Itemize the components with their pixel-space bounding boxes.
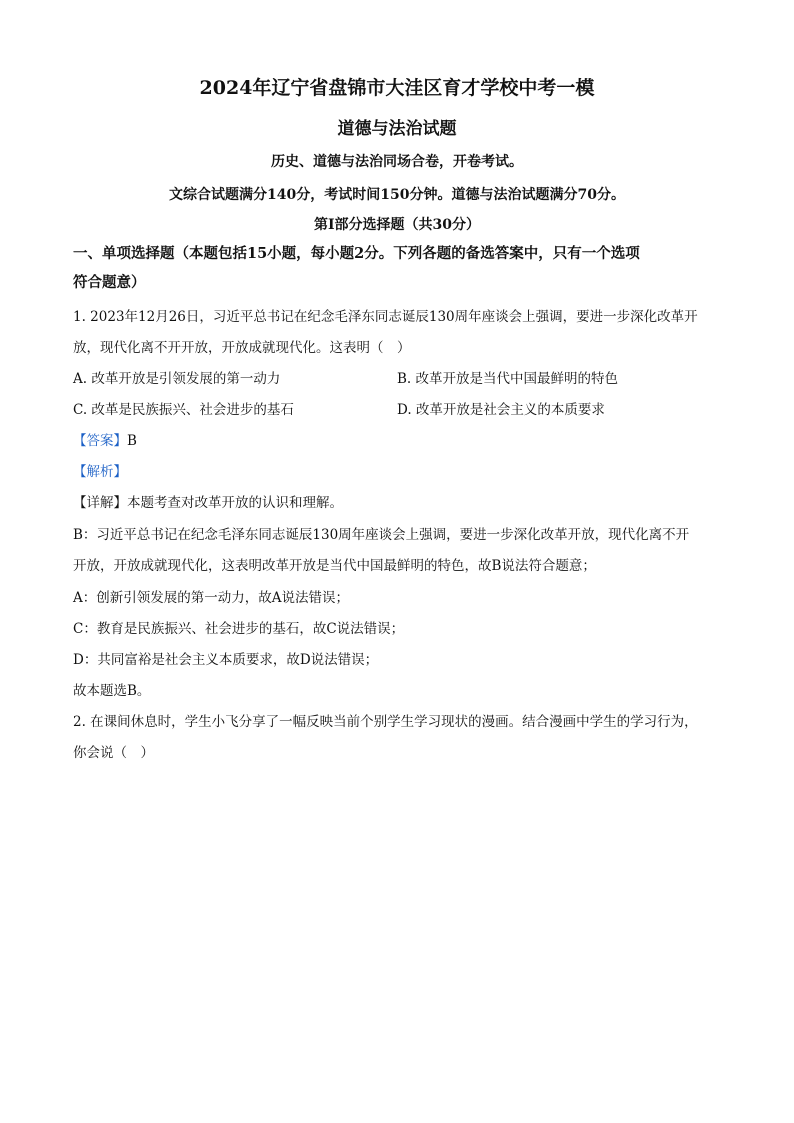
q1-option-b: B. 改革开放是当代中国最鲜明的特色: [397, 371, 619, 387]
q1-explain-b-line1: B：习近平总书记在纪念毛泽东同志诞辰130周年座谈会上强调，要进一步深化改革开放，现代化离不开: [73, 527, 690, 543]
detail-tag: 【详解】: [73, 495, 127, 511]
q1-detail-line: [73, 494, 343, 512]
q1-explain-d: D：共同富裕是社会主义本质要求，故D说法错误；: [73, 652, 379, 668]
answer-tag: 【答案】: [73, 433, 127, 449]
q1-analysis-line: [73, 463, 127, 481]
q1-option-d: D. 改革开放是社会主义的本质要求: [397, 402, 605, 418]
section-heading-line2: 符合题意）: [73, 274, 146, 291]
exam-subtitle: 道德与法治试题: [337, 119, 457, 139]
q1-explain-a: A：创新引领发展的第一动力，故A说法错误；: [73, 590, 349, 606]
q1-explain-c: C：教育是民族振兴、社会进步的基石，故C说法错误；: [73, 621, 405, 637]
q1-stem-line1: 1. 2023年12月26日，习近平总书记在纪念毛泽东同志诞辰130周年座谈会上强调，要进一步深化改革开: [73, 309, 698, 325]
q1-option-c: C. 改革是民族振兴、社会进步的基石: [73, 402, 294, 418]
q2-stem-line1: 2. 在课间休息时，学生小飞分享了一幅反映当前个别学生学习现状的漫画。结合漫画中学生的学习行为，: [73, 714, 698, 730]
section-heading-line1: 一、单项选择题（本题包括15小题，每小题2分。下列各题的备选答案中，只有一个选项: [73, 245, 640, 262]
part-heading: 第Ⅰ部分选择题（共30分）: [313, 217, 481, 233]
exam-note-1: 历史、道德与法治同场合卷，开卷考试。: [271, 154, 523, 170]
q1-explain-b-line2: 开放，开放成就现代化，这表明改革开放是当代中国最鲜明的特色，故B说法符合题意；: [73, 558, 596, 574]
exam-title: 2024年辽宁省盘锦市大洼区育才学校中考一模: [199, 77, 595, 99]
q1-option-a: A. 改革开放是引领发展的第一动力: [73, 371, 281, 387]
q1-stem-line2: 放，现代化离不开开放，开放成就现代化。这表明（ ）: [73, 340, 411, 356]
answer-value: B: [127, 433, 137, 449]
q2-stem-line2: 你会说（ ）: [73, 745, 154, 761]
q1-answer-line: [73, 432, 137, 450]
detail-text: 本题考查对改革开放的认识和理解。: [127, 495, 343, 511]
q1-conclusion: 故本题选B。: [73, 683, 151, 699]
analysis-tag: 【解析】: [73, 464, 127, 480]
exam-note-2: 文综合试题满分140分，考试时间150分钟。道德与法治试题满分70分。: [169, 187, 625, 203]
